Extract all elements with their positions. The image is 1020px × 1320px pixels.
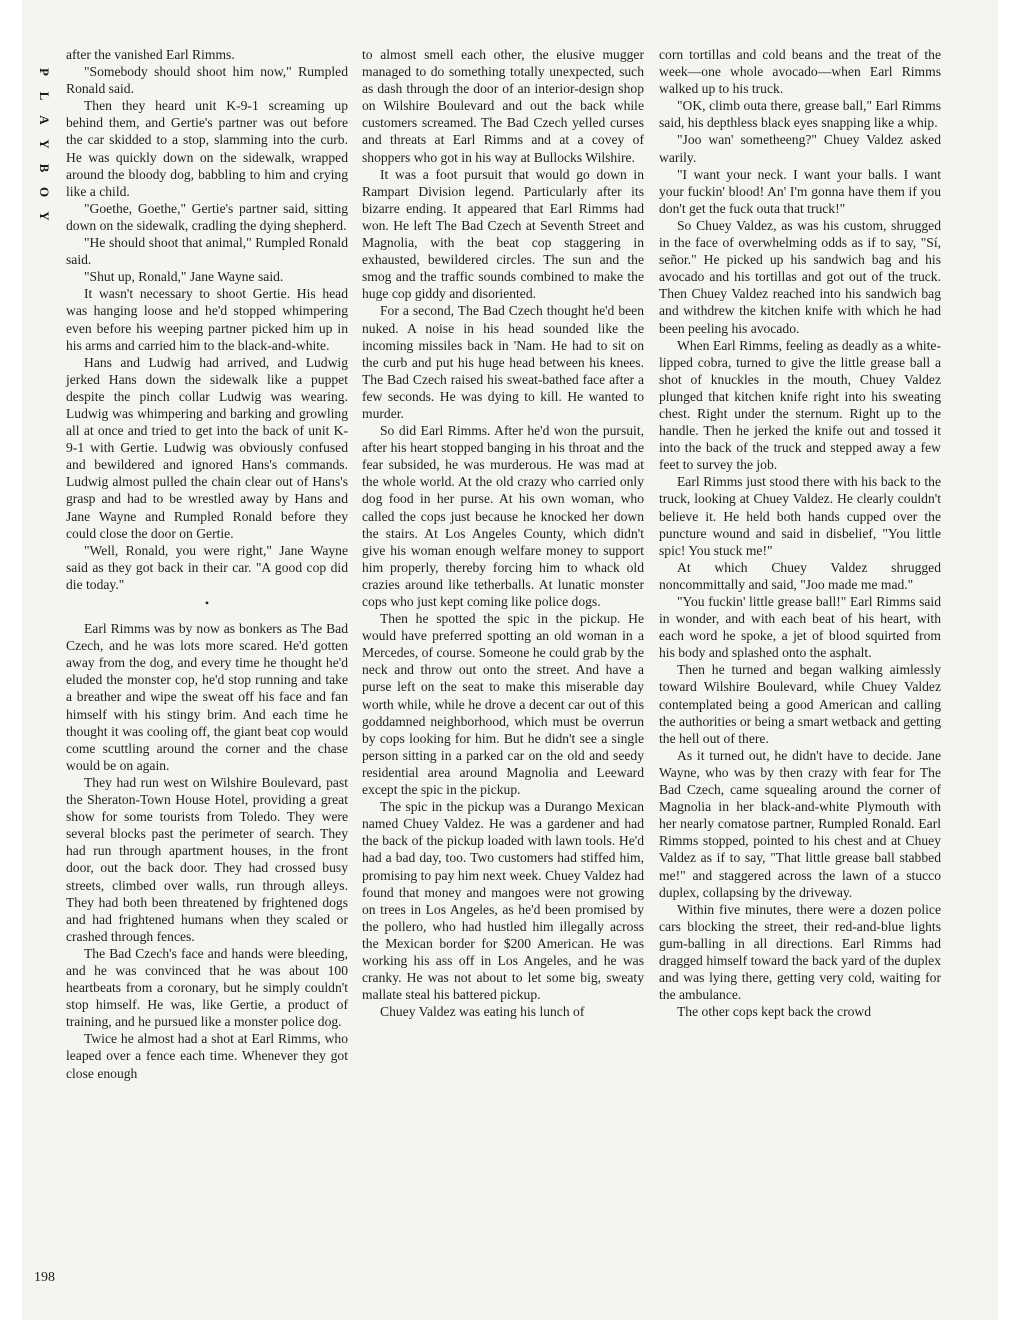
paragraph: As it turned out, he didn't have to decide. Jane Wayne, who was by then crazy with fear for The Bad Czech, came squealing around the corner of Magnolia in her black-and-white Plymouth with her nearly comatose partner, Rumpled Ronald. Earl Rimms stopped, pointed to his chest and at Chuey Valdez as if to say, "That little grease ball stabbed me!" and staggered across the lawn of a stucco duplex, collapsing by the driveway. [659, 747, 941, 900]
section-label-letter: L [37, 91, 52, 101]
paragraph: When Earl Rimms, feeling as deadly as a white-lipped cobra, turned to give the little grease ball a shot of knuckles in the mouth, Chuey Valdez plunged that kitchen knife right into his sweating chest. Right under the sternum. Right up to the handle. Then he jerked the knife out and tossed it into the back of the truck and stepped away a few feet to survey the job. [659, 337, 941, 473]
text-column-3 [659, 46, 941, 1020]
paragraph: after the vanished Earl Rimms. [66, 47, 235, 62]
paragraph: "You fuckin' little grease ball!" Earl Rimms said in wonder, and with each beat of his heart, with each word he spoke, a jet of blood squirted from his body and splashed onto the asphalt. [659, 594, 941, 661]
section-label-letter: B [37, 163, 52, 173]
section-label-letter: A [37, 115, 52, 125]
paragraph: So Chuey Valdez, as was his custom, shrugged in the face of overwhelming odds as if to say, "Sí, señor." He picked up his sandwich bag and his avocado and his tortillas and got out of the truck. Then Chuey Valdez reached into his sandwich bag and withdrew the kitchen knife with which he had been peeling his avocado. [659, 217, 941, 336]
paragraph: Earl Rimms was by now as bonkers as The Bad Czech, and he was lots more scared. He'd gotten away from the dog, and every time he thought he'd eluded the monster cop, he'd stop running and take a breather and wipe the sweat off his face and fan himself with his stingy brim. And each time he thought it was cooling off, the giant beat cop would come scuttling around the corner and the chase would be on again. [66, 621, 348, 773]
paragraph: It wasn't necessary to shoot Gertie. His head was hanging loose and he'd stopped whimpering even before his weeping partner picked him up in his arms and carried him to the black-and-white. [66, 286, 348, 353]
paragraph: "Shut up, Ronald," Jane Wayne said. [84, 269, 284, 285]
paragraph: The spic in the pickup was a Durango Mexican named Chuey Valdez. He was a gardener and had the back of the pickup loaded with lawn tools. He'd had a bad day, too. Two customers had stiffed him, promising to pay him next week. Chuey Valdez had found that money and mangoes were not growing on trees in Los Angeles, as he'd been promised by the pollero, who had hustled him illegally across the Mexican border for $200 American. He was working his ass off in Los Angeles, and he was cranky. He was not about to let some big, sweaty mallate steal his battered pickup. [362, 799, 644, 1003]
section-label-letter: O [37, 186, 52, 198]
paragraph: Hans and Ludwig had arrived, and Ludwig jerked Hans down the sidewalk like a puppet despite the pinch collar Ludwig was wearing. Ludwig was whimpering and barking and growling all at once and tried to get into the back of unit K-9-1 with Gertie. Ludwig was obviously confused and bewildered and ignored Hans's commands. Ludwig almost pulled the chain clear out of Hans's grasp and had to be wrestled away by Hans and Jane Wayne and Rumpled Ronald before they could close the door on Gertie. [66, 354, 348, 541]
paragraph: "He should shoot that animal," Rumpled Ronald said. [66, 235, 348, 268]
section-label-letter: P [37, 68, 52, 76]
paragraph: "OK, climb outa there, grease ball," Earl Rimms said, his depthless black eyes snapping like a whip. [659, 98, 941, 131]
paragraph: They had run west on Wilshire Boulevard, past the Sheraton-Town House Hotel, providing a great show for some tourists from Toledo. They were several blocks past the perimeter of search. They had run through apartment houses, in the front door, out the back door. They had crossed busy streets, climbed over walls, run through alleys. They had both been threatened by frightened dogs and had frightened humans when they scaled or crashed through fences. [66, 774, 348, 944]
section-label-letter: Y [37, 211, 52, 221]
paragraph: Twice he almost had a shot at Earl Rimms, who leaped over a fence each time. Whenever they got close enough [66, 1031, 348, 1081]
paragraph: "Well, Ronald, you were right," Jane Wayne said as they got back in their car. "A good cop did die today." [66, 542, 348, 592]
section-label-letter: Y [37, 139, 52, 149]
section-separator: • [204, 596, 210, 610]
text-column-1 [66, 46, 348, 1082]
paragraph: "Joo wan' sometheeng?" Chuey Valdez asked warily. [659, 132, 941, 165]
paragraph: Chuey Valdez was eating his lunch of [380, 1004, 585, 1020]
paragraph: Then he spotted the spic in the pickup. He would have preferred spotting an old woman in a Mercedes, of course. Someone he could grab by the neck and throw out onto the street. And have a purse left on the seat to make this miserable day worth while, while he drove a decent car out of this goddamned neighborhood, which must be overrun by cops looking for him. But he didn't see a single person sitting in a parked car on the old and seedy residential area around Magnolia and Leeward except the spic in the pickup. [362, 611, 644, 798]
paragraph: corn tortillas and cold beans and the treat of the week—one whole avocado—when Earl Rimms walked up to his truck. [659, 47, 941, 97]
paragraph: "I want your neck. I want your balls. I want your fuckin' blood! An' I'm gonna have them if you don't get the fuck outa that truck!" [659, 166, 941, 216]
paragraph: Then he turned and began walking aimlessly toward Wilshire Boulevard, while Chuey Valdez contemplated being a good American and calling the authorities or being a smart wetback and getting the hell out of there. [659, 662, 941, 746]
paragraph: Within five minutes, there were a dozen police cars blocking the street, their red-and-blue lights gum-balling in all directions. Earl Rimms had dragged himself toward the back yard of the duplex and was lying there, getting very cold, waiting for the ambulance. [659, 901, 941, 1003]
text-column-2 [362, 46, 644, 1020]
page-number: 198 [34, 1270, 55, 1285]
paragraph: "Goethe, Goethe," Gertie's partner said, sitting down on the sidewalk, cradling the dying shepherd. [66, 200, 348, 233]
paragraph: to almost smell each other, the elusive mugger managed to do something totally unexpected, such as dash through the door of an interior-design shop on Wilshire Boulevard and out the back while customers screamed. The Bad Czech yelled curses and threats at Earl Rimms and at a covey of shoppers who got in his way at Bullocks Wilshire. [362, 47, 644, 165]
paragraph: The other cops kept back the crowd [677, 1004, 872, 1020]
paragraph: "Somebody should shoot him now," Rumpled Ronald said. [66, 64, 348, 97]
paragraph: For a second, The Bad Czech thought he'd been nuked. A noise in his head sounded like the incoming missiles back in 'Nam. He had to sit on the curb and put his huge head between his knees. The Bad Czech raised his sweat-bathed face after a few seconds. He was dying to kill. He wanted to murder. [362, 303, 644, 421]
paragraph: At which Chuey Valdez shrugged noncommittally and said, "Joo made me mad." [659, 559, 941, 592]
paragraph: Then they heard unit K-9-1 screaming up behind them, and Gertie's partner was out before the car skidded to a stop, slamming into the curb. He was quickly down on the sidewalk, wrapped around the bloody dog, babbling to him and crying like a child. [66, 98, 348, 199]
section-label [33, 60, 52, 228]
paragraph: Earl Rimms just stood there with his back to the truck, looking at Chuey Valdez. He clearly couldn't believe it. He held both hands cupped over the puncture wound and said in disbelief, "You little spic! You stuck me!" [659, 474, 941, 558]
paragraph: The Bad Czech's face and hands were bleeding, and he was convinced that he was about 100 heartbeats from a coronary, but he simply couldn't stop himself. He was, like Gertie, a product of training, and he pursued like a monster police dog. [66, 945, 348, 1030]
paragraph: So did Earl Rimms. After he'd won the pursuit, after his heart stopped banging in his throat and the fear subsided, he was murderous. He was mad at the whole world. At the old crazy who carried only dog food in her purse. At his own woman, who called the cops just because he knocked her down the stairs. At Los Angeles County, which didn't give his woman enough welfare money to support him properly, thereby forcing him to whack old crazies around like tetherballs. At lunatic monster cops who just kept coming like police dogs. [362, 423, 644, 609]
paragraph: It was a foot pursuit that would go down in Rampart Division legend. Particularly after its bizarre ending. It appeared that Earl Rimms had won. He left The Bad Czech at Seventh Street and Magnolia, with the beat cop staggering in exhausted, bewildered circles. The sun and the smog and the traffic sounds combined to make the huge cop giddy and disoriented. [362, 166, 644, 302]
